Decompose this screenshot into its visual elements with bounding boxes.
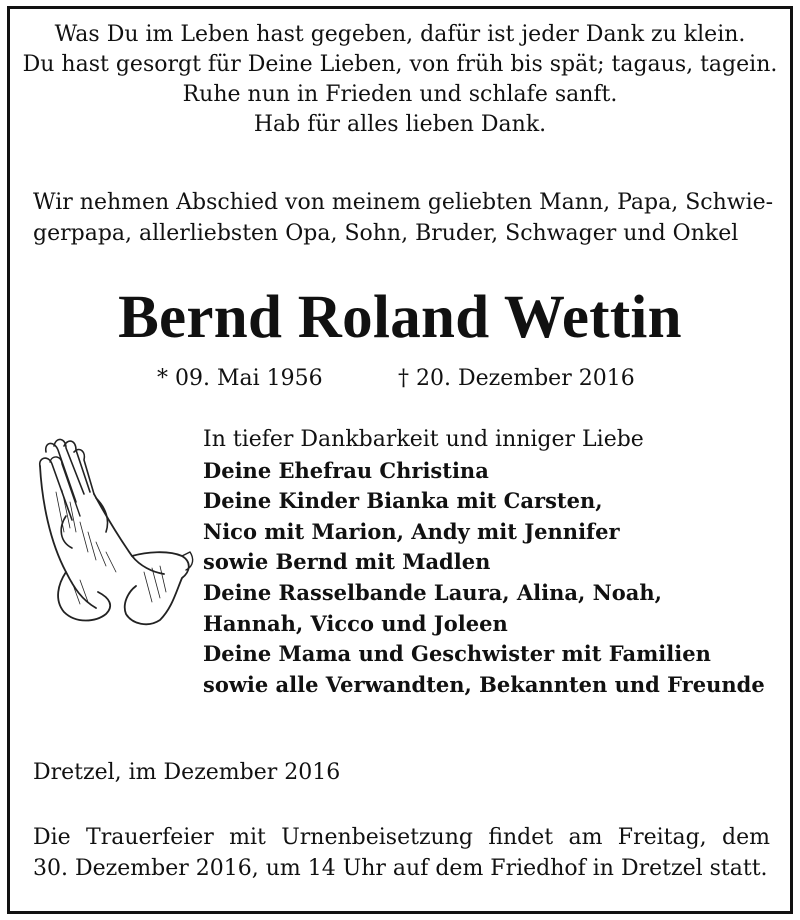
- funeral-service-info: [33, 822, 770, 884]
- birth-date: * 09. Mai 1956: [157, 366, 323, 391]
- mourner-line: Deine Kinder Bianka mit Carsten,: [203, 488, 603, 514]
- intro-line: gerpapa, allerliebsten Opa, Sohn, Bruder, Schwager und Onkel: [33, 221, 739, 246]
- mourners-intro: In tiefer Dankbarkeit und inniger Liebe: [203, 427, 644, 452]
- praying-hands-icon: [36, 432, 196, 632]
- place-date: Dretzel, im Dezember 2016: [33, 760, 341, 785]
- farewell-intro: [33, 187, 773, 249]
- poem-line: Hab für alles lieben Dank.: [253, 112, 547, 137]
- poem: [0, 20, 800, 140]
- poem-line: Ruhe nun in Frieden und schlafe sanft.: [182, 82, 618, 107]
- death-date: † 20. Dezember 2016: [398, 366, 635, 391]
- mourner-line: sowie alle Verwandten, Bekannten und Freunde: [203, 671, 765, 697]
- poem-line: Du hast gesorgt für Deine Lieben, von früh bis spät; tagaus, tagein.: [22, 52, 778, 77]
- mourner-line: Deine Ehefrau Christina: [203, 457, 489, 483]
- mourner-line: Hannah, Vicco und Joleen: [203, 610, 508, 636]
- poem-line: Was Du im Leben hast gegeben, dafür ist jeder Dank zu klein.: [54, 22, 746, 47]
- mourner-line: Nico mit Marion, Andy mit Jennifer: [203, 518, 620, 544]
- mourner-line: sowie Bernd mit Madlen: [203, 549, 491, 575]
- service-line: 30. Dezember 2016, um 14 Uhr auf dem Friedhof in Dretzel statt.: [33, 856, 768, 881]
- mourners-list: [203, 425, 783, 700]
- mourner-line: Deine Mama und Geschwister mit Familien: [203, 641, 711, 667]
- service-line: Die Trauerfeier mit Urnenbeisetzung findet am Freitag, dem: [33, 825, 770, 850]
- mourner-line: Deine Rasselbande Laura, Alina, Noah,: [203, 579, 662, 605]
- intro-line: Wir nehmen Abschied von meinem geliebten Mann, Papa, Schwie-: [33, 190, 774, 215]
- deceased-name: Bernd Roland Wettin: [118, 284, 682, 351]
